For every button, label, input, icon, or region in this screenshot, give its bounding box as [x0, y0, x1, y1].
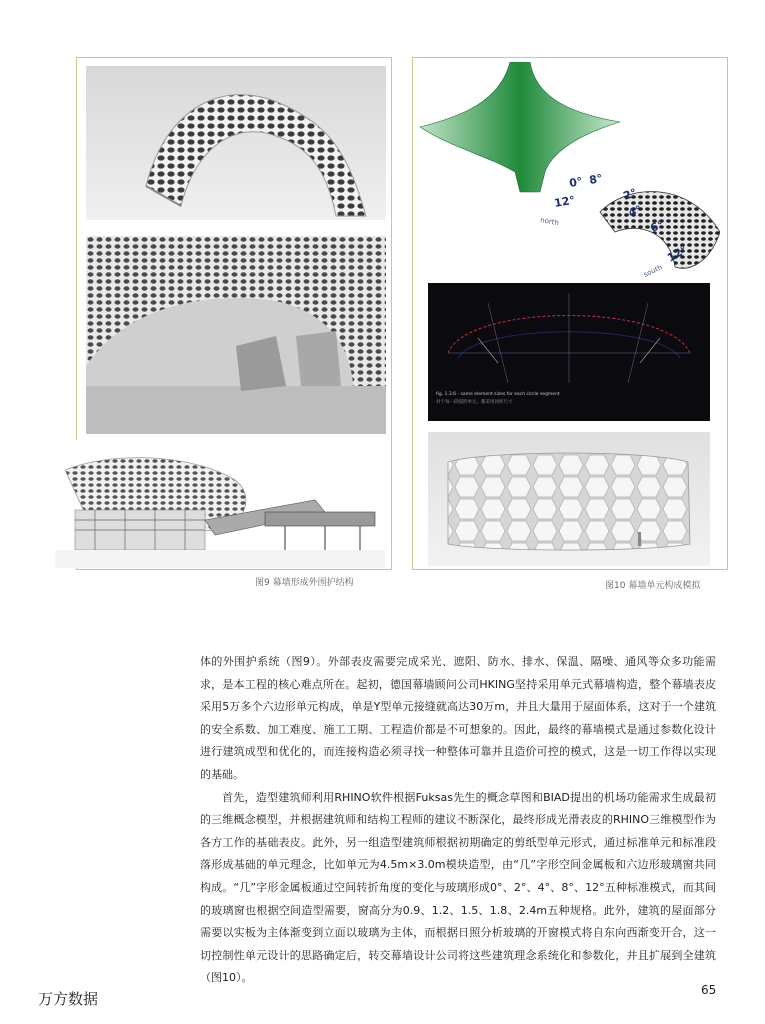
- figure-10b-cad-diagram: [428, 283, 710, 421]
- facade-render-image: [428, 432, 710, 566]
- angle-label: 0°: [568, 174, 584, 190]
- paragraph: 首先，造型建筑师利用RHINO软件根据Fuksas先生的概念草图和BIAD提出的机场功能需求生成最初的三维概念模型，并根据建筑师和结构工程师的建议不断深化，最终形成光滑表皮的RHINO三维模型作为各方工作的基础表皮。此外，另一组造型建筑师根据初期确定的剪纸型单元形式，通过标准单元和标准段落形成基础的单元理念，比如单元为4.5m×3.0m模块造型，由“几”字形空间金属板和六边形玻璃窗共同构成。“几”字形金属板通过空间转折角度的变化与玻璃形成0°、2°、4°、8°、12°五种标准模式，而其间的玻璃窗也根据空间造型需要，窗高分为0.9、1.2、1.5、1.8、2.4m五种规格。此外，建筑的屋面部分需要以实板为主体渐变到立面以玻璃为主体，而根据日照分析玻璃的开窗模式将自东向西渐变开合，这一切控制性单元设计的思路确定后，转交幕墙设计公司将这些建筑理念系统化和参数化，并且扩展到全建筑（图10）。: [200, 790, 716, 985]
- figure-9b-interior-render: [86, 236, 386, 434]
- shell-render-image: [86, 66, 386, 220]
- angle-label: 2°: [621, 186, 639, 203]
- figure-10-caption: 图10 幕墙单元构成模拟: [605, 581, 701, 591]
- angle-label: 6°: [648, 218, 666, 235]
- cad-diagram-image: [428, 283, 710, 421]
- figure-9-caption: 图9 幕墙形成外围护结构: [255, 578, 354, 588]
- angle-label: 4°: [626, 203, 644, 220]
- page-number: 65: [701, 983, 717, 997]
- article-body: [200, 651, 716, 990]
- cad-note-en: fig. 1.3.6 - same element sizes for each circle segment: [436, 392, 560, 397]
- footer-watermark: 万方数据: [38, 990, 99, 1008]
- angle-label: 12°: [665, 242, 690, 265]
- exterior-render-image: [55, 440, 385, 568]
- angle-label: 8°: [588, 171, 604, 187]
- figure-9c-exterior-render: [55, 440, 385, 568]
- figure-9a-shell-render: [86, 66, 386, 220]
- cad-note-cn: 对于每一段弧形单元，都采用同样尺寸: [436, 400, 513, 405]
- figure-10a-parametric-diagram: [420, 62, 720, 282]
- direction-label: north: [539, 216, 560, 228]
- interior-render-image: [86, 236, 386, 434]
- paragraph: 体的外围护系统（图9）。外部表皮需要完成采光、遮阳、防水、排水、保温、隔噪、通风等众多功能需求，是本工程的核心难点所在。起初，德国幕墙顾问公司HKING坚持采用单元式幕墙构造，整个幕墙表皮采用5万多个六边形单元构成，单是Y型单元接缝就高达30万m，并且大量用于屋面体系，这对于一个建筑的安全系数、加工难度、施工工期、工程造价都是不可想象的。因此，最终的幕墙模式是通过参数化设计进行建筑成型和优化的，而连接构造必须寻找一种整体可靠并且造价可控的模式，这是一切工作得以实现的基础。: [200, 655, 716, 781]
- figure-10c-facade-render: [428, 432, 710, 566]
- angle-label: 12°: [553, 193, 577, 210]
- parametric-diagram-image: [420, 62, 720, 282]
- direction-label: south: [642, 263, 664, 279]
